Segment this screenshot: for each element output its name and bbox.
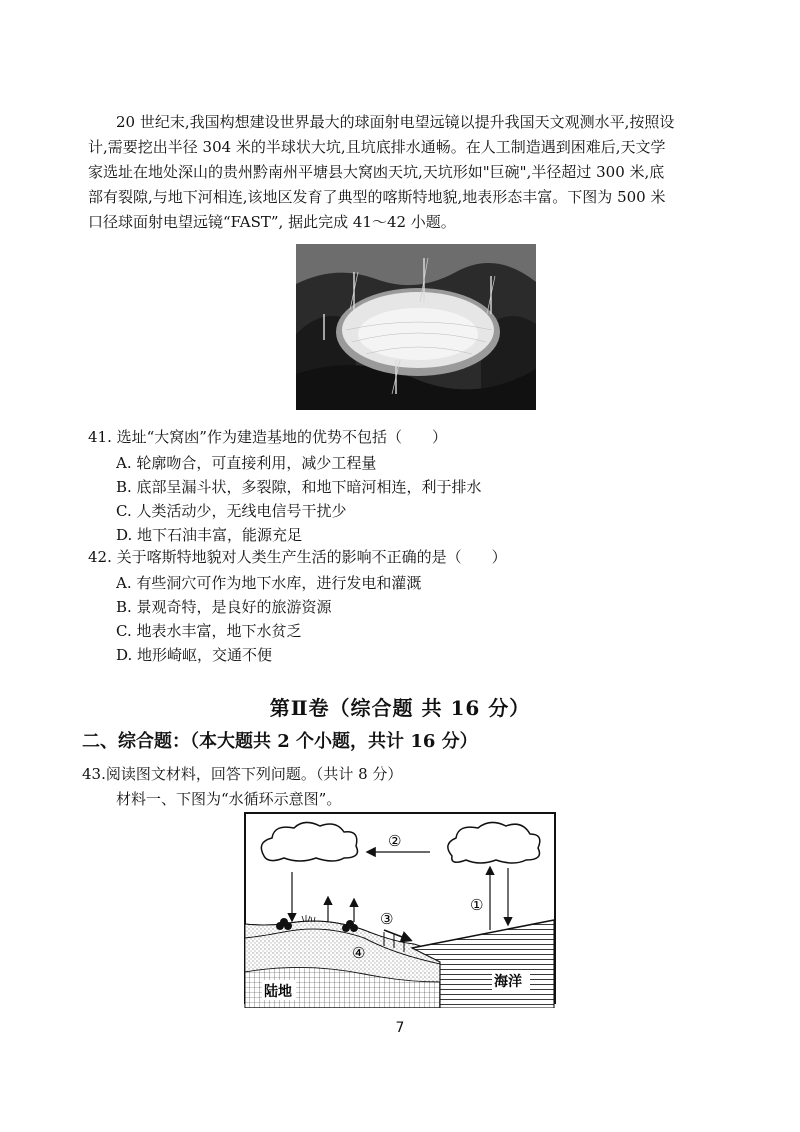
- label-2: ②: [388, 832, 402, 850]
- intro-line: 20 世纪末,我国构想建设世界最大的球面射电望远镜以提升我国天文观测水平,按照设: [116, 113, 675, 131]
- label-3: ③: [380, 910, 394, 928]
- intro-line: 部有裂隙,与地下河相连,该地区发育了典型的喀斯特地貌,地表形态丰富。下图为 500 米: [88, 188, 666, 206]
- question-41-stem: 41. 选址“大窝凼”作为建造基地的优势不包括（ ）: [88, 428, 447, 446]
- fast-telescope-photo: [296, 244, 536, 410]
- q41-option-b: B. 底部呈漏斗状，多裂隙，和地下暗河相连，利于排水: [116, 478, 482, 496]
- q42-option-b: B. 景观奇特，是良好的旅游资源: [116, 598, 332, 616]
- intro-line: 口径球面射电望远镜“FAST”, 据此完成 41～42 小题。: [88, 213, 456, 231]
- label-4: ④: [352, 944, 366, 962]
- question-43-stem: 43.阅读图文材料，回答下列问题。（共计 8 分）: [82, 765, 403, 783]
- page-number: 7: [395, 1020, 405, 1036]
- q42-option-c: C. 地表水丰富，地下水贫乏: [116, 622, 302, 640]
- q42-option-d: D. 地形崎岖，交通不便: [116, 646, 273, 664]
- right-cloud-icon: [448, 822, 540, 863]
- land-label: 陆地: [264, 984, 292, 1000]
- q41-option-a: A. 轮廓吻合，可直接利用，减少工程量: [116, 454, 377, 472]
- ocean-label: 海洋: [494, 974, 522, 990]
- section-subtitle: 二、综合题：（本大题共 2 个小题，共计 16 分）: [82, 731, 478, 752]
- q41-option-d: D. 地下石油丰富，能源充足: [116, 526, 303, 544]
- intro-line: 家选址在地处深山的贵州黔南州平塘县大窝凼天坑,天坑形如"巨碗",半径超过 300 米,底: [88, 163, 665, 181]
- intro-line: 计,需要挖出半径 304 米的半球状大坑,且坑底排水通畅。在人工制造遇到困难后,天文学: [88, 138, 666, 156]
- material-one: 材料一、下图为“水循环示意图”。: [116, 790, 342, 808]
- label-1: ①: [470, 896, 484, 914]
- section-title: 第Ⅱ卷（综合题 共 16 分）: [269, 696, 531, 720]
- q41-option-c: C. 人类活动少，无线电信号干扰少: [116, 502, 347, 520]
- intro-passage: [88, 110, 728, 235]
- question-42-stem: 42. 关于喀斯特地貌对人类生产生活的影响不正确的是（ ）: [88, 548, 507, 566]
- q42-option-a: A. 有些洞穴可作为地下水库，进行发电和灌溉: [116, 574, 422, 592]
- water-cycle-diagram: [244, 812, 556, 1008]
